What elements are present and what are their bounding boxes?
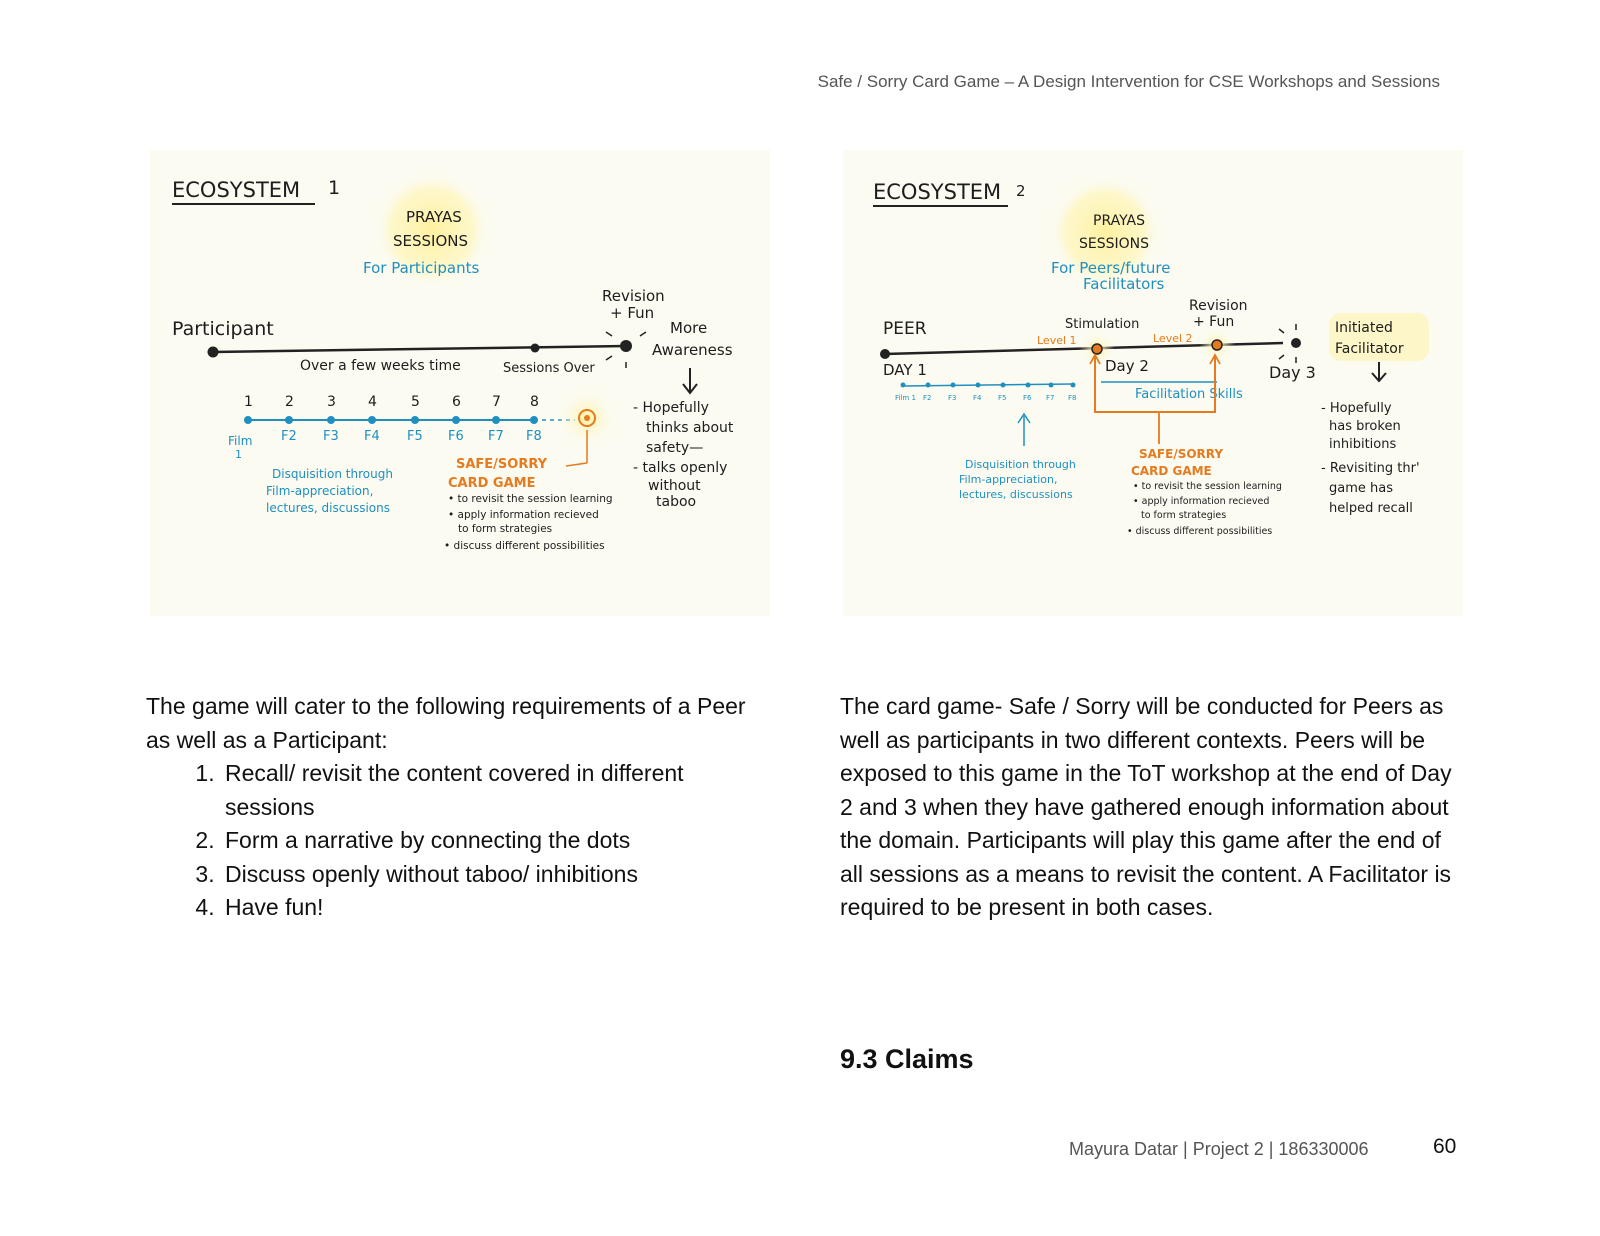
session-film: F4 (364, 429, 380, 444)
day2-label: Day 2 (1105, 357, 1149, 375)
outcome-line: safety— (646, 440, 704, 456)
game-title-1: SAFE/SORRY (1139, 447, 1224, 461)
sessions-over-dot (531, 344, 540, 353)
prayas-label: PRAYAS (406, 208, 462, 226)
session-films (895, 394, 1076, 402)
running-header: Safe / Sorry Card Game – A Design Intervention for CSE Workshops and Sessions (817, 72, 1440, 91)
session-film: F8 (526, 429, 542, 444)
session-number: 7 (492, 394, 501, 410)
game-point: • discuss different possibilities (1127, 526, 1273, 537)
outcome-notes (633, 400, 734, 510)
game-point: to form strategies (458, 523, 553, 535)
outcome-line: has broken (1329, 419, 1401, 434)
session-dot (411, 416, 419, 424)
session-film: F8 (1068, 394, 1077, 402)
revision-dot (620, 340, 632, 352)
session-numbers (244, 394, 539, 410)
session-number: 1 (244, 394, 253, 410)
session-film: F4 (973, 394, 982, 402)
session-film: F3 (323, 429, 339, 444)
session-number: 5 (411, 394, 420, 410)
ecosystem-1-svg (150, 150, 770, 616)
section-heading: 9.3 Claims (840, 1044, 974, 1074)
disq-line-1: Disquisition through (965, 458, 1076, 471)
session-dot (976, 383, 981, 388)
list-item: 2. Form a narrative by connecting the dots (221, 824, 746, 858)
outcome-line: - Revisiting thr' (1321, 461, 1420, 476)
list-item: 1. Recall/ revisit the content covered in different sessions (221, 757, 746, 824)
revision-dot (1212, 340, 1222, 350)
day3-dot (1291, 338, 1301, 348)
game-point: to form strategies (1141, 510, 1227, 521)
audience-label-2: Facilitators (1083, 275, 1165, 293)
sessions-over-label: Sessions Over (503, 361, 595, 376)
session-dot (1001, 383, 1006, 388)
day1-dot (880, 349, 890, 359)
level2-label: Level 2 (1153, 332, 1193, 345)
game-point: • discuss different possibilities (444, 540, 605, 552)
ecosystem-2-title: ECOSYSTEM (873, 180, 1002, 204)
context-paragraph: The card game- Safe / Sorry will be conducted for Peers as well as participants in two different contexts. Peers will be exposed to this game in the ToT workshop at the end of Day 2 and 3 when they have gathered enough information about the domain. Participants will play this game after the end of all sessions as a means to revisit the content. A Facilitator is required to be present in both cases. (840, 693, 1452, 920)
disq-line-2: Film-appreciation, (959, 473, 1058, 486)
level1-label: Level 1 (1037, 334, 1077, 347)
stimulation-label: Stimulation (1065, 317, 1140, 332)
session-film: 1 (235, 448, 242, 461)
outcome-line: - Hopefully (1321, 401, 1392, 416)
disq-line-3: lectures, discussions (959, 488, 1073, 501)
outcome-line: inhibitions (1329, 437, 1397, 452)
session-dot (327, 416, 335, 424)
session-film: Film 1 (895, 394, 916, 402)
session-dot (901, 383, 906, 388)
revision-label-2: + Fun (610, 304, 655, 322)
session-dot (530, 416, 538, 424)
session-film: F3 (948, 394, 957, 402)
game-point: • apply information recieved (448, 509, 599, 521)
game-points (444, 493, 613, 552)
outcome-line: thinks about (646, 420, 734, 436)
session-number: 2 (285, 394, 294, 410)
outcome-line: without (648, 478, 701, 494)
disq-line-2: Film-appreciation, (266, 484, 374, 498)
day1-label: DAY 1 (883, 361, 927, 379)
ecosystem-1-title: ECOSYSTEM (172, 178, 301, 202)
audience-label: For Participants (363, 259, 480, 277)
sessions-label: SESSIONS (1079, 236, 1150, 252)
outcome-line: - talks openly (633, 460, 728, 476)
revision-label-1: Revision (1189, 298, 1248, 314)
footer-credits: Mayura Datar | Project 2 | 186330006 (1069, 1139, 1369, 1159)
session-film: F7 (1046, 394, 1055, 402)
session-number: 3 (327, 394, 336, 410)
right-column (840, 690, 1470, 925)
outcome-notes (1321, 401, 1420, 516)
ecosystem-2-number: 2 (1016, 182, 1026, 200)
revision-label-1: Revision (602, 287, 665, 305)
ecosystem-1-number: 1 (328, 177, 341, 199)
ecosystem-1-sketch (150, 150, 770, 616)
day3-label: Day 3 (1269, 363, 1316, 382)
skills-label: Facilitation Skills (1135, 387, 1243, 402)
role-label: PEER (883, 319, 927, 339)
session-dot (926, 383, 931, 388)
session-dot (452, 416, 460, 424)
session-dot (492, 416, 500, 424)
game-points (1127, 481, 1282, 537)
session-number: 6 (452, 394, 461, 410)
timeline-note: Over a few weeks time (300, 358, 461, 374)
session-film: F7 (488, 429, 504, 444)
game-point: • apply information recieved (1133, 496, 1270, 507)
session-film: F6 (448, 429, 464, 444)
session-film: F2 (281, 429, 297, 444)
game-point: • to revisit the session learning (448, 493, 613, 505)
awareness-label-1: More (670, 319, 708, 337)
audience-label-1: For Peers/future (1051, 259, 1171, 277)
main-timeline (213, 346, 626, 352)
session-film: F6 (1023, 394, 1032, 402)
initiated-label-1: Initiated (1335, 320, 1393, 336)
ecosystem-2-sketch (843, 150, 1463, 616)
awareness-label-2: Awareness (652, 341, 733, 359)
initiated-label-2: Facilitator (1335, 341, 1404, 357)
session-dot (244, 416, 252, 424)
session-dot (951, 383, 956, 388)
revision-label-2: + Fun (1193, 314, 1235, 330)
role-label: Participant (172, 318, 274, 340)
game-title-2: CARD GAME (1131, 464, 1212, 478)
ecosystem-2-svg (843, 150, 1463, 616)
timeline-start-dot (208, 347, 219, 358)
requirements-list (146, 757, 746, 925)
session-number: 4 (368, 394, 377, 410)
sessions-label: SESSIONS (393, 232, 469, 250)
disq-line-3: lectures, discussions (266, 501, 391, 515)
outcome-line: helped recall (1329, 501, 1413, 516)
prayas-label: PRAYAS (1093, 213, 1146, 229)
requirements-intro: The game will cater to the following requirements of a Peer as well as a Participant: (146, 693, 746, 753)
outcome-line: taboo (656, 494, 697, 510)
list-item: 4. Have fun! (221, 891, 746, 925)
session-film: F2 (923, 394, 932, 402)
disq-line-1: Disquisition through (272, 467, 393, 481)
session-film: Film (228, 434, 253, 448)
session-dot (368, 416, 376, 424)
game-title-1: SAFE/SORRY (456, 457, 548, 472)
session-dot (1049, 383, 1054, 388)
session-dot (1026, 383, 1031, 388)
day2-dot (1092, 344, 1102, 354)
outcome-line: game has (1329, 481, 1393, 496)
game-point: • to revisit the session learning (1133, 481, 1282, 492)
page-number: 60 (1433, 1135, 1457, 1158)
session-number: 8 (530, 394, 539, 410)
game-title-2: CARD GAME (448, 476, 536, 491)
session-dot (1071, 383, 1076, 388)
list-item: 3. Discuss openly without taboo/ inhibitions (221, 858, 746, 892)
outcome-line: - Hopefully (633, 400, 709, 416)
left-column (146, 690, 746, 925)
session-film: F5 (998, 394, 1007, 402)
session-film: F5 (407, 429, 423, 444)
session-dot (285, 416, 293, 424)
